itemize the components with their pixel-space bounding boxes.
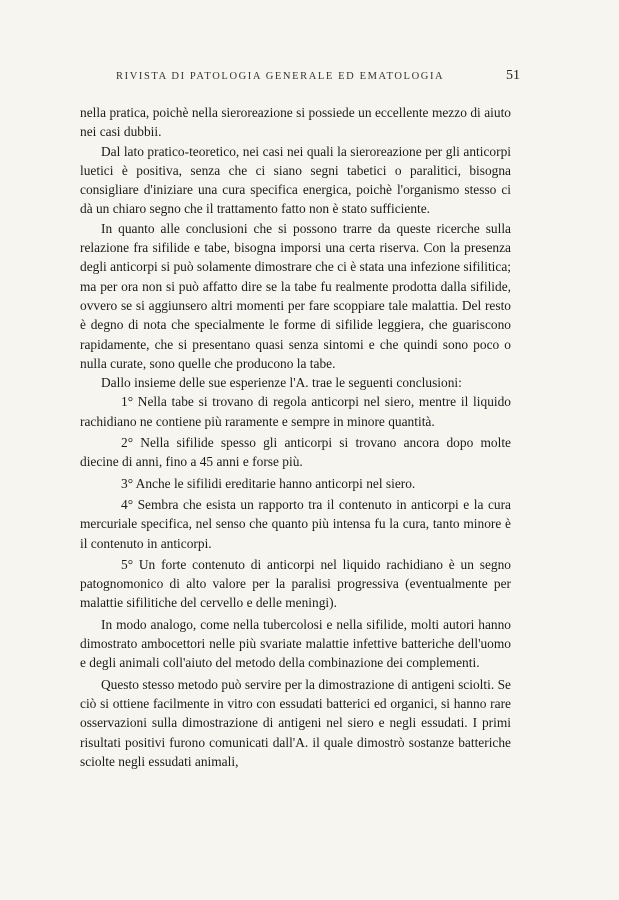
conclusion-item: 2° Nella sifilide spesso gli anticorpi si trovano ancora dopo molte diecine di anni, fino a 45 anni e forse più. bbox=[80, 435, 511, 470]
paragraph: Dallo insieme delle sue esperienze l'A. trae le seguenti conclusioni: bbox=[101, 375, 462, 391]
conclusion-item: 5° Un forte contenuto di anticorpi nel liquido rachidiano è un segno patognomonico di alto valore per la paralisi progressiva (eventualmente per malattie sifilitiche del cervello e delle meningi). bbox=[80, 556, 511, 611]
page-number: 51 bbox=[506, 68, 520, 83]
conclusion-item: 4° Sembra che esista un rapporto tra il contenuto in anticorpi e la cura mercuriale specifica, nel senso che quanto più intensa fu la cura, tanto minore è il contenuto in anticorpi. bbox=[80, 496, 511, 551]
conclusion-item: 3° Anche le sifilidi ereditarie hanno anticorpi nel siero. bbox=[121, 475, 416, 491]
body-text bbox=[80, 103, 511, 771]
paragraph: Questo stesso metodo può servire per la dimostrazione di antigeni sciolti. Se ciò si ottiene facilmente in vitro con essudati batterici ed organici, si hanno rare osservazioni sulla dimostrazione di antigeni nel siero e negli essudati. I primi risultati positivi furono comunicati dall'A. il quale dimostrò sostanze batteriche sciolte negli essudati animali, bbox=[80, 676, 511, 769]
page-header bbox=[80, 68, 520, 88]
conclusion-item: 1° Nella tabe si trovano di regola anticorpi nel siero, mentre il liquido rachidiano ne contiene più raramente e sempre in minore quantità. bbox=[80, 394, 511, 429]
running-title: RIVISTA DI PATOLOGIA GENERALE ED EMATOLOGIA bbox=[116, 71, 445, 82]
paragraph: In quanto alle conclusioni che si possono trarre da queste ricerche sulla relazione fra sifilide e tabe, bisogna imporsi una certa riserva. Con la presenza degli anticorpi si può solamente dimostrare che ci è stata una infezione sifilitica; ma per ora non si può affatto dire se la tabe fu realmente prodotta dalla sifilide, ovvero se si aggiunsero altri momenti per fare scoppiare tale malattia. Del resto è degno di nota che specialmente le forme di sifilide leggiera, che guariscono rapidamente, che si presentano quasi senza sintomi e che quindi sono poco o nulla curate, sono quelle che producono la tabe. bbox=[80, 220, 511, 371]
paragraph: Dal lato pratico-teoretico, nei casi nei quali la sieroreazione per gli anticorpi luetici è positiva, senza che ci siano segni tabetici o paralitici, bisogna consigliare d'iniziare una cura specifica energica, poichè l'organismo stesso ci dà un chiaro segno che il trattamento fatto non è stato sufficiente. bbox=[80, 143, 511, 217]
paragraph: In modo analogo, come nella tubercolosi e nella sifilide, molti autori hanno dimostrato ambocettori nelle più svariate malattie infettive batteriche dell'uomo e degli animali coll'aiuto del metodo della combinazione dei complementi. bbox=[80, 616, 511, 671]
paragraph: nella pratica, poichè nella sieroreazione si possiede un eccellente mezzo di aiuto nei casi dubbii. bbox=[80, 105, 511, 140]
